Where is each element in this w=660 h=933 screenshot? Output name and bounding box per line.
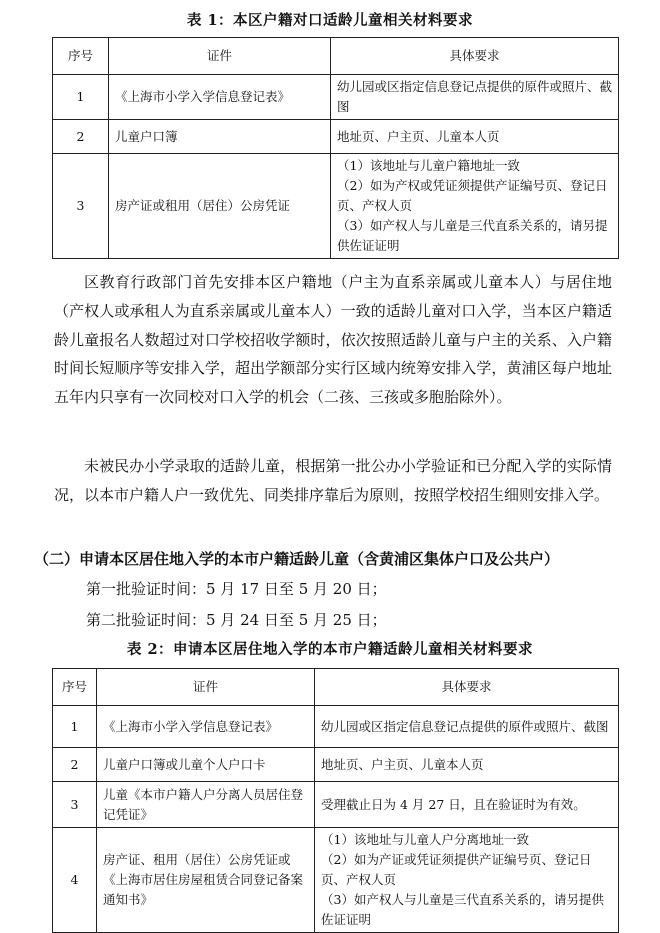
row-req: 受理截止日为 4 月 27 日，且在验证时为有效。 xyxy=(315,782,619,828)
req-line: （2）如为产证或凭证须提供产证编号页、登记日页、产权人页 xyxy=(321,852,592,887)
row-cert: 儿童户口簿 xyxy=(109,120,331,154)
req-line: （3）如产权人与儿童是三代直系关系的，请另提供佐证证明 xyxy=(321,892,604,927)
row-no: 3 xyxy=(53,782,97,828)
section2-heading: （二）申请本区居住地入学的本市户籍适龄儿童（含黄浦区集体户口及公共户） xyxy=(34,550,560,568)
row-req xyxy=(331,154,619,259)
paragraph-allocation: 区教育行政部门首先安排本区户籍地（户主为直系亲属或儿童本人）与居住地（产权人或承租人为直系亲属或儿童本人）一致的适龄儿童对口入学，当本区户籍适龄儿童报名人数超过对口学校招收学额时，依次按照适龄儿童与户主的关系、入户籍时间长短顺序等安排入学，超出学额部分实行区域内统筹安排入学，黄浦区每户地址五年内只享有一次同校对口入学的机会（二孩、三孩或多胞胎除外）。 xyxy=(54,273,612,407)
table-row xyxy=(53,75,619,120)
req-line: （1）该地址与儿童人户分离地址一致 xyxy=(321,832,529,847)
table-row xyxy=(53,120,619,154)
header-req: 具体要求 xyxy=(331,38,619,75)
row-cert: 《上海市小学入学信息登记表》 xyxy=(97,706,315,748)
row-req: 地址页、户主页、儿童本人页 xyxy=(331,120,619,154)
header-cert: 证件 xyxy=(109,38,331,75)
batch2-time: 第二批验证时间：5 月 24 日至 5 月 25 日； xyxy=(86,611,387,629)
row-no: 2 xyxy=(53,120,109,154)
row-cert: 儿童《本市户籍人户分离人员居住登记凭证》 xyxy=(97,782,315,828)
header-cert: 证件 xyxy=(97,669,315,706)
table-row xyxy=(53,828,619,933)
row-req: 地址页、户主页、儿童本人页 xyxy=(315,748,619,782)
table2-caption: 表 2：申请本区居住地入学的本市户籍适龄儿童相关材料要求 xyxy=(126,641,534,658)
row-cert: 房产证或租用（居住）公房凭证 xyxy=(109,154,331,259)
row-no: 1 xyxy=(53,75,109,120)
req-line: （2）如为产权或凭证须提供产证编号页、登记日页、产权人页 xyxy=(337,178,608,213)
row-cert: 房产证、租用（居住）公房凭证或《上海市居住房屋租赁合同登记备案通知书》 xyxy=(97,828,315,933)
paragraph-private-school: 未被民办小学录取的适龄儿童，根据第一批公办小学验证和已分配入学的实际情况，以本市户籍人户一致优先、同类排序靠后为原则，按照学校招生细则安排入学。 xyxy=(54,457,612,504)
req-line: （3）如产权人与儿童是三代直系关系的，请另提供佐证证明 xyxy=(337,218,608,253)
header-no: 序号 xyxy=(53,669,97,706)
row-no: 1 xyxy=(53,706,97,748)
row-no: 2 xyxy=(53,748,97,782)
batch1-time: 第一批验证时间：5 月 17 日至 5 月 20 日； xyxy=(86,580,387,598)
table-row xyxy=(53,706,619,748)
row-cert: 儿童户口簿或儿童个人户口卡 xyxy=(97,748,315,782)
req-line: （1）该地址与儿童户籍地址一致 xyxy=(337,158,520,173)
row-no: 3 xyxy=(53,154,109,259)
table-header-row xyxy=(53,38,619,75)
table2 xyxy=(52,668,619,933)
table-row xyxy=(53,782,619,828)
header-req: 具体要求 xyxy=(315,669,619,706)
row-cert: 《上海市小学入学信息登记表》 xyxy=(109,75,331,120)
table-header-row xyxy=(53,669,619,706)
row-no: 4 xyxy=(53,828,97,933)
table-row xyxy=(53,154,619,259)
table-row xyxy=(53,748,619,782)
row-req: 幼儿园或区指定信息登记点提供的原件或照片、截图 xyxy=(331,75,619,120)
header-no: 序号 xyxy=(53,38,109,75)
row-req: 幼儿园或区指定信息登记点提供的原件或照片、截图 xyxy=(315,706,619,748)
table1 xyxy=(52,37,619,259)
table1-caption: 表 1：本区户籍对口适龄儿童相关材料要求 xyxy=(186,12,474,29)
row-req xyxy=(315,828,619,933)
